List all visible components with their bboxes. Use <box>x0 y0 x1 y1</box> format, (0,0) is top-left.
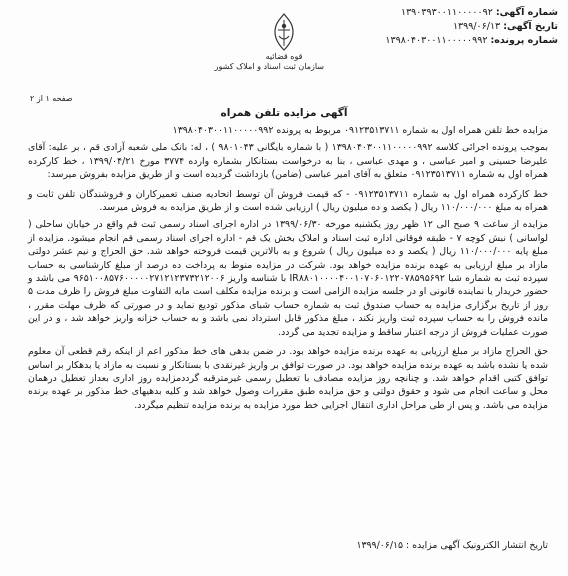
emblem-org-line1: قوه قضائیه <box>265 52 303 61</box>
notice-date-label: تاریخ آگهی: <box>503 21 558 32</box>
notice-meta <box>330 6 558 48</box>
publish-date <box>28 540 548 551</box>
notice-title: آگهی مزایده تلفن همراه <box>220 107 348 119</box>
paragraph-subject: مزایده خط تلفن همراه اول به شماره ۰۹۱۲۳۵۱۳۷۱۱ مربوط به پرونده ۱۳۹۸۰۴۰۳۰۰۱۱۰۰۰۰۰۹۹۲ <box>172 125 548 136</box>
emblem-icon <box>267 12 301 52</box>
notice-number-row <box>330 6 558 20</box>
case-number-row <box>330 34 558 48</box>
paragraph-appraisal: خط کارکرده همراه اول به شماره ۰۹۱۲۳۵۱۳۷۱۱ - که قیمت فروش آن توسط اتحادیه صنف تعمیرکاران و فروشندگان تلفن ثابت و همراه به مبلغ ۱۱۰/۰۰۰/۰۰۰ ریال ( یکصد و ده میلیون ریال ) ارزیابی شده است و از طریق مزایده به فروش میرسد. <box>28 188 548 214</box>
notice-number-label: شماره آگهی: <box>495 7 558 18</box>
page-number: صفحه ۱ از ۲ <box>30 94 73 103</box>
case-number-label: شماره پرونده: <box>490 35 558 46</box>
case-number-value: ۱۳۹۸۰۴۰۳۰۰۱۱۰۰۰۰۰۹۹۲ <box>385 35 488 46</box>
notice-number-value: ۱۳۹۰۳۹۳۰۰۱۱۰۰۰۰۰۹۲ <box>400 7 493 18</box>
publish-date-value: ۱۳۹۹/۰۶/۱۵ <box>356 540 404 551</box>
notice-date-value: ۱۳۹۹/۰۶/۱۳ <box>452 21 501 32</box>
judiciary-emblem <box>214 12 324 72</box>
publish-date-label: تاریخ انتشار الکترونیک آگهی مزایده : <box>406 540 548 551</box>
emblem-org-line2: سازمان ثبت اسناد و املاک کشور <box>214 62 324 71</box>
paragraph-case: بموجب پرونده اجرائی کلاسه ۱۳۹۸۰۴۰۳۰۰۱۱۰۰۰۰۰۹۹۲ ( با شماره بایگانی ۹۸۰۱۰۴۳ ) ، له: بانک ملی شعبه آزادی قم ، بر علیه: آقای علیرضا حسینی و امیر عباسی ، و مهدی عباسی ، بنا به درخواست بستانکار بشماره وارده ۳۷۷۴ مورخ ۱۳۹۹/۰۴/۲۱ ، خط کارکرده همراه اول به شماره ۰۹۱۲۳۵۱۳۷۱۱ متعلق به آقای امیر عباسی (ضامن) بازداشت گردیده است و از طریق مزایده بفروش میرسد: <box>28 142 549 181</box>
paragraph-fees: حق الحراج مازاد بر مبلغ ارزیابی به عهده برنده مزایده خواهد بود. در ضمن بدهی های خط مذکور اعم از اینکه رقم قطعی آن معلوم شده یا نشده باشد به عهده برنده مزایده خواهد بود. در صورت توافق بر واریز غیرنقدی با بستانکار و نسبت به مازاد یا بدهکار بر اساس توافق کتبی اقدام خواهد شد. و چنانچه روز مزایده مصادف با تعطیل رسمی غیرمترقبه گرددمزایده روز اداری بعداز تعطیل درهمان محل و ساعت انجام می شود و حقوق دولتی و حق مزایده طبق مقررات وصول خواهد شد و کلیه بدهیهای خط مذکور بر عهده برنده مزایده می باشد. و پس از طی مراحل اداری انتقال اجرایی خط مورد مزایده به برنده مزایده تنظیم میگردد. <box>28 346 548 411</box>
notice-date-row <box>330 20 558 34</box>
paragraph-auction-terms: مزایده از ساعت ۹ صبح الی ۱۲ ظهر روز یکشنبه مورخه ۱۳۹۹/۰۶/۳۰ در اداره اجرای اسناد رسمی ثبت قم واقع در خیابان ساحلی ( لواسانی ) نبش کوچه ۷ - طبقه فوقانی اداره ثبت اسناد و املاک بخش یک قم - اداره اجرای اسناد رسمی قم انجام میشود. مزایده از مبلغ پایه ۱۱۰/۰۰۰/۰۰۰ ریال ( یکصد و ده میلیون ریال ) شروع و به بالاترین قیمت فروخته خواهد شد. حق الحراج و نیم عشر دولتی مازاد بر مبلغ ارزیابی به عهده برنده مزایده خواهد بود. شرکت در مزایده منوط به پرداخت ده درصد از مبلغ کارشناسی به حساب سپرده ثبت به شماره شبا IR۸۸۰۱۰۰۰۰۴۰۰۱۰۷۰۶۰۱۲۲۰۷۸۵۹۵۶۹۲ با شناسه واریز ۹۶۵۱۰۰۸۵۷۶۰۰۰۰۰۲۷۱۲۱۲۳۷۳۲۱۲۰۰۶ می باشد و حضور خریدار یا نماینده قانونی او در جلسه مزایده الزامی است و برنده مزایده مکلف است مابه التفاوت مبلغ فروش را ظرف مدت ۵ روز از تاریخ برگزاری مزایده به حساب صندوق ثبت به شماره حساب شبای مذکور تودیع نماید و در صورتی که ظرف مهلت مقرر ، مانده فروش را به حساب سپرده ثبت واریز نکند ، مبلغ مذکور قابل استرداد نمی باشد و به حساب خزانه واریز خواهد شد ، و در این صورت عملیات فروش از درجه اعتبار ساقط و مزایده تجدید می گردد. <box>28 219 549 338</box>
notice-body <box>28 124 548 418</box>
